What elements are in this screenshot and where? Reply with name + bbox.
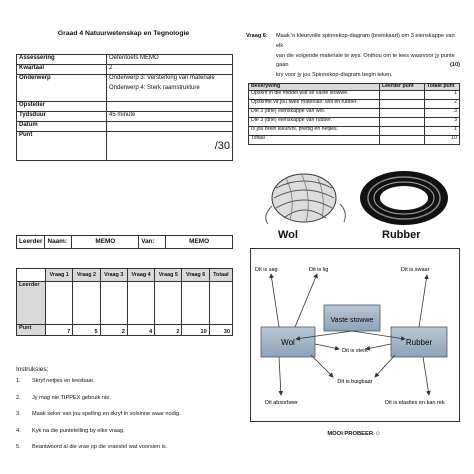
info-value: Oefentoets MEMO <box>107 55 233 65</box>
column-header: Vraag 3 <box>100 269 127 282</box>
column-header: Vraag 2 <box>73 269 100 282</box>
bendable-label: Dit is buigbaar <box>337 379 373 385</box>
learner-score-cell <box>380 126 425 135</box>
info-label: Datum <box>17 122 107 132</box>
info-value <box>107 122 233 132</box>
info-value: 45 minute <box>107 112 233 122</box>
table-row <box>17 112 233 122</box>
table-row <box>17 132 233 161</box>
center-label: Vaste stowwe <box>330 317 374 324</box>
row-label: Leerder <box>17 282 46 325</box>
item-text: Jy mag nie TIPPEX gebruik nie. <box>32 394 111 401</box>
wool-caption: Wol <box>278 229 298 241</box>
smiley-icon: ☺ <box>374 431 381 437</box>
score-cell <box>100 282 127 325</box>
list-item <box>16 378 236 395</box>
column-header: Vraag 5 <box>155 269 182 282</box>
learner-score-cell <box>380 108 425 117</box>
learner-table <box>16 235 233 249</box>
rubber-heavy-label: Dit is swaar <box>401 267 430 273</box>
page-title: Graad 4 Natuurwetenskap en Tegnologie <box>57 30 190 37</box>
item-text: Skryf netjies en leesbaar. <box>32 378 95 384</box>
points-cell: 5 <box>73 325 100 336</box>
table-row <box>17 75 233 102</box>
list-item <box>16 395 236 412</box>
points-cell: 10 <box>182 325 209 336</box>
list-item <box>16 411 236 428</box>
info-label: Tydsduur <box>17 112 107 122</box>
rubric-total: 3 <box>425 117 460 126</box>
points-cell: 30 <box>209 325 232 336</box>
points-cell: 4 <box>127 325 154 336</box>
total-marks: /30 <box>107 132 233 161</box>
wool-label: Wol <box>281 338 295 347</box>
rubric-desc: Die 3 (drie) eienskappe van wol. <box>249 108 380 117</box>
learner-score-cell <box>380 90 425 99</box>
info-value <box>107 75 233 102</box>
score-cell <box>73 282 100 325</box>
table-row <box>249 135 460 144</box>
item-number: 2. <box>16 394 21 401</box>
table-row <box>17 282 233 325</box>
name-value: MEMO <box>72 236 139 249</box>
rubber-caption: Rubber <box>382 229 421 241</box>
info-label: Assessering <box>17 55 107 65</box>
info-label: Onderwerp <box>17 75 107 102</box>
table-row <box>17 55 233 65</box>
surname-label: Van: <box>139 236 166 249</box>
elastic-label: Dit is elasties en kan rek <box>385 400 445 406</box>
item-number: 5. <box>16 444 21 450</box>
list-item <box>16 428 236 445</box>
info-label: Punt <box>17 132 107 161</box>
table-row <box>17 65 233 75</box>
item-number: 3. <box>16 411 21 417</box>
column-header: Beskrywing <box>249 84 380 91</box>
instructions-list <box>16 378 236 461</box>
rubric-total: 2 <box>425 99 460 108</box>
learner-score-cell <box>380 117 425 126</box>
rubric-table <box>248 83 460 145</box>
rubber-bands-image <box>356 168 452 228</box>
row-label: Punt <box>17 325 46 336</box>
name-label: Naam: <box>45 236 72 249</box>
table-row <box>17 325 233 336</box>
learner-score-cell <box>380 135 425 144</box>
question-line: van die volgende materiale te wys. Onthou om te lees waarvoor jy punte gaan <box>276 52 455 69</box>
rubber-label: Rubber <box>405 338 433 347</box>
instructions-heading: Instruksies: <box>16 366 49 373</box>
assessment-info-table <box>16 54 233 161</box>
table-row <box>249 126 460 135</box>
footer-message <box>250 431 458 437</box>
points-cell: 2 <box>100 325 127 336</box>
question-6 <box>246 32 460 81</box>
table-row <box>17 269 233 282</box>
wool-ball-image <box>256 168 352 228</box>
item-text: Kyk na die puntetelling by elke vraag. <box>32 427 125 434</box>
score-cell <box>209 282 232 325</box>
score-cell <box>127 282 154 325</box>
table-row <box>17 122 233 132</box>
points-cell: 7 <box>46 325 73 336</box>
item-number: 4. <box>16 427 21 434</box>
rubric-total: 1 <box>425 90 460 99</box>
rubric-desc: Totaal <box>249 135 380 144</box>
column-header: Vraag 6 <box>182 269 209 282</box>
column-header: Vraag 4 <box>127 269 154 282</box>
score-cell <box>182 282 209 325</box>
info-value <box>107 102 233 112</box>
column-header: Vraag 1 <box>46 269 73 282</box>
strong-label: Dit is sterk <box>342 348 368 354</box>
rubric-desc: Opskrifte vir jou twee materiale: wol en rubber. <box>249 99 380 108</box>
topic-4: Onderwerp 4: Sterk raamstrukture <box>109 84 200 91</box>
score-cell <box>155 282 182 325</box>
question-line: kry voor jy jou Spinnekop-diagram begin teken. <box>276 72 393 79</box>
score-cell <box>46 282 73 325</box>
column-header: Totale punt <box>425 84 460 91</box>
rubric-total: 3 <box>425 108 460 117</box>
column-header: Leerder punt <box>380 84 425 91</box>
question-line: Maak 'n kleurvolle spinnekop-diagram (breinkaart) om 3 eienskappe van elk <box>276 33 455 49</box>
learner-score-cell <box>380 99 425 108</box>
absorbent-label: Dit absorbeer <box>265 400 299 406</box>
question-label: Vraag 6: <box>246 33 268 39</box>
table-row <box>17 236 233 249</box>
rubric-desc: Is jou brein kleurvol, prettig en netjies. <box>249 126 380 135</box>
rubric-total: 1 <box>425 126 460 135</box>
rubric-desc: Die 3 (drie) eienskappe van rubber. <box>249 117 380 126</box>
spider-diagram <box>250 248 460 422</box>
question-marks: (10) <box>450 62 460 68</box>
info-label: Opsteller <box>17 102 107 112</box>
corner-cell <box>17 269 46 282</box>
footer-text: MOOI PROBEER <box>327 431 374 437</box>
topic-3: Onderwerp 3: Versterking van materiale <box>109 75 215 81</box>
wool-light-label: Dit is lig <box>309 267 329 273</box>
score-table <box>16 268 233 336</box>
rubric-total: 10 <box>425 135 460 144</box>
list-item <box>16 444 236 461</box>
item-text: Beantwoord al die vrae op die vraestel wat voorsien is. <box>32 444 168 450</box>
rubric-desc: Opskrif in die middel wat sê vaste stowwe. <box>249 90 380 99</box>
item-number: 1. <box>16 378 21 384</box>
info-value: 2 <box>107 65 233 75</box>
points-cell: 2 <box>155 325 182 336</box>
table-row <box>17 102 233 112</box>
info-label: Kwartaal <box>17 65 107 75</box>
wool-soft-label: Dit is sag <box>255 267 278 273</box>
surname-value: MEMO <box>166 236 233 249</box>
column-header: Totaal <box>209 269 232 282</box>
item-text: Maak seker van jou spelling en skryf in volsinne waar nodig. <box>32 411 181 417</box>
learner-label: Leerder <box>17 236 45 249</box>
